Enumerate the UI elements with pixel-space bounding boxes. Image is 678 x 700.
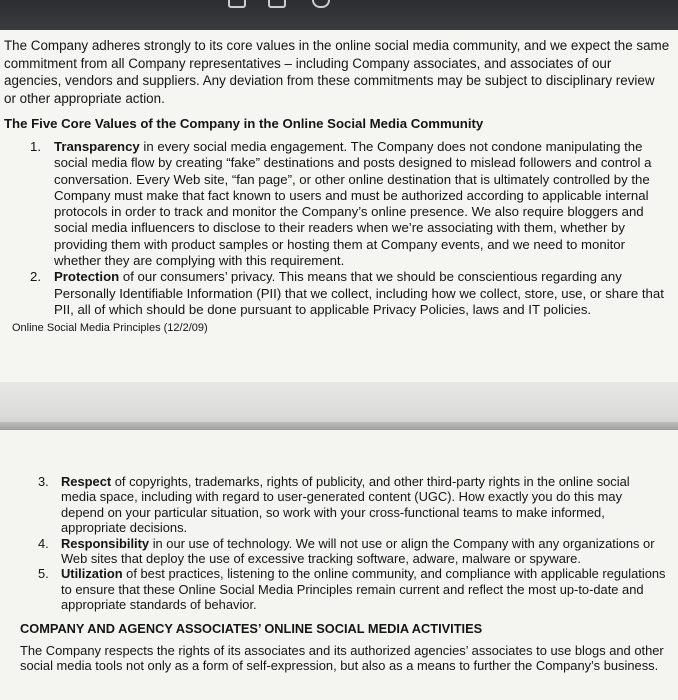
body-paragraph: The Company respects the rights of its associates and its authorized agencies’ associates to use blogs and other social media tools not only as a form of self-expression, but also as a means to further the Company’s business. [20, 642, 664, 674]
document-page-2 [0, 430, 678, 700]
intro-paragraph: The Company adheres strongly to its core values in the online social media community, and we expect the same commitment from all Company representatives – including Company associates, and associates of our agencies, vendors and suppliers. Any deviation from these commitments may be subject to disciplinary review or other appropriate action. [4, 38, 670, 106]
list-item [4, 269, 670, 318]
item-text: of our consumers’ privacy. This means that we should be conscientious regarding any Personally Identifiable Information (PII) that we collect, including how we collect, store, use, or share that PII, all of which should be done pursuant to applicable Privacy Policies, laws and IT policies. [54, 269, 664, 317]
toolbar-icon[interactable] [312, 0, 330, 8]
item-number: 2. [30, 269, 41, 285]
item-text: of copyrights, trademarks, rights of publicity, and other third-party rights in the online social media space, including with regard to user-generated content (UGC). How exactly you do this may depend on your particular situation, so work with your cross-functional teams to make informed, appropriate decisions. [61, 474, 630, 536]
toolbar-icon[interactable] [228, 0, 246, 8]
document-page-1 [0, 30, 678, 382]
item-text: in every social media engagement. The Company does not condone manipulating the social media flow by creating “fake” destinations and posts designed to mislead followers and control a conversation. Every Web site, “fan page”, or other online destination that is ultimately controlled by the Company must make that fact known to users and must be authorized according to applicable internal protocols in order to track and monitor the Company’s online presence. We also require bloggers and social media influencers to disclose to their readers when we’re associating with them, whether by providing them with product samples or hosting them at Company events, and we need to monitor whether they are complying with this requirement. [54, 139, 652, 269]
source-footer: Online Social Media Principles (12/2/09) [12, 322, 208, 335]
item-term: Utilization [61, 566, 123, 582]
page-edge [0, 422, 678, 430]
core-values-list [4, 139, 670, 318]
section-heading: COMPANY AND AGENCY ASSOCIATES’ ONLINE SOCIAL MEDIA ACTIVITIES [20, 620, 483, 636]
section-heading: The Five Core Values of the Company in the Online Social Media Community [4, 116, 484, 131]
item-term: Transparency [54, 139, 140, 154]
item-number: 5. [38, 566, 49, 582]
item-term: Responsibility [61, 535, 150, 551]
list-item [0, 566, 668, 612]
item-term: Respect [61, 474, 112, 489]
item-text: of best practices, listening to the online community, and compliance with applicable regulations to ensure that these Online Social Media Principles remain current and reflect the most up-to-date and appropriate standards of behavior. [61, 566, 666, 613]
core-values-list-continued [0, 474, 668, 613]
item-number: 1. [30, 139, 41, 154]
item-term: Protection [54, 269, 120, 285]
toolbar-icon[interactable] [268, 0, 286, 8]
list-item [0, 536, 668, 567]
list-item [4, 139, 670, 269]
list-item [0, 474, 668, 536]
viewer-toolbar [0, 0, 678, 30]
item-number: 4. [38, 535, 49, 551]
item-text: in our use of technology. We will not use or align the Company with any organizations or Web sites that deploy the use of excessive tracking software, adware, malware or spyware. [61, 535, 655, 567]
item-number: 3. [38, 474, 49, 489]
page-gap [0, 382, 678, 430]
